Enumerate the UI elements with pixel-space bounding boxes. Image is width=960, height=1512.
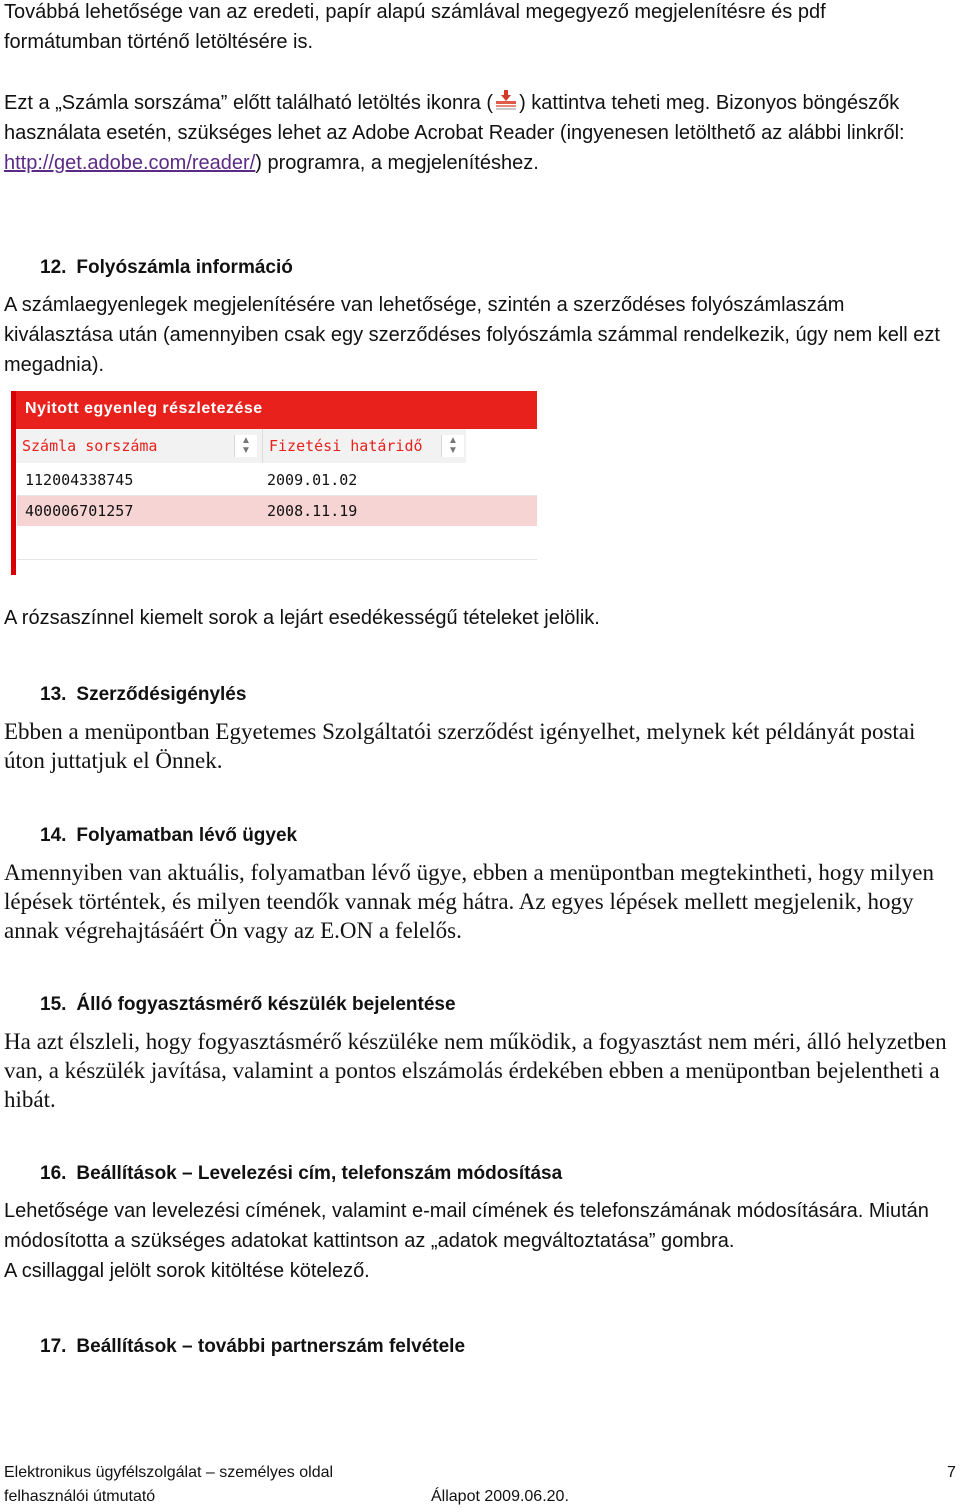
section-15-title: Álló fogyasztásmérő készülék bejelentése <box>76 994 456 1015</box>
table-cell-invoice-number: 112004338745 <box>25 471 134 489</box>
section-16-title: Beállítások – Levelezési cím, telefonszám módosítása <box>76 1163 563 1184</box>
section-14-title: Folyamatban lévő ügyek <box>76 825 298 846</box>
table-left-border <box>11 391 16 575</box>
page-number: 7 <box>947 1464 956 1481</box>
download-icon <box>493 90 519 112</box>
section-12-heading <box>40 257 293 279</box>
table-cell-invoice-number: 400006701257 <box>25 502 134 520</box>
section-13-number: 13. <box>40 684 67 705</box>
footer-subtitle: felhasználói útmutató <box>4 1488 156 1505</box>
download-text-end: ) programra, a megjelenítéshez. <box>255 152 539 174</box>
section-13-text: Ebben a menüpontban Egyetemes Szolgáltatói szerződést igényelhet, melynek két példányát postai úton juttatjuk el Önnek. <box>4 719 916 773</box>
section-14-text: Amennyiben van aktuális, folyamatban lévő ügye, ebben a menüpontban megtekintheti, hogy milyen lépések történtek, és milyen teendők vannak még hátra. Az egyes lépések mellett megjelenik, hogy annak végrehajtásáért Ön vagy az E.ON a felelős. <box>4 860 934 943</box>
section-12-caption: A rózsaszínnel kiemelt sorok a lejárt esedékességű tételeket jelölik. <box>4 607 600 629</box>
row-divider <box>17 559 537 560</box>
table-cell-due-date: 2008.11.19 <box>267 502 358 520</box>
table-row[interactable] <box>17 465 537 495</box>
footer-title: Elektronikus ügyfélszolgálat – személyes oldal <box>4 1464 334 1481</box>
footer-state-date: Állapot 2009.06.20. <box>431 1488 569 1505</box>
sort-arrows-icon[interactable]: ▲ ▼ <box>234 435 257 457</box>
section-16-text-main: Lehetősége van levelezési címének, valamint e-mail címének és telefonszámának módosítására. Miután módosította a szükséges adatokat kattintson az „adatok megváltoztatása” gombra. <box>4 1200 929 1252</box>
section-14-number: 14. <box>40 825 67 846</box>
download-text-b: ) kattintva teheti meg. Bizonyos böngészők <box>519 92 900 114</box>
download-text-line2: használata esetén, szükséges lehet az Adobe Acrobat Reader (ingyenesen letölthető az alábbi linkről: <box>4 122 905 144</box>
section-15-number: 15. <box>40 994 67 1015</box>
intro-line-1: Továbbá lehetősége van az eredeti, papír alapú számlával megegyező megjelenítésre és pdf <box>4 1 826 23</box>
section-12-number: 12. <box>40 257 67 278</box>
column-header-due-date-label: Fizetési határidő <box>269 437 423 455</box>
section-15-text: Ha azt élszleli, hogy fogyasztásmérő készüléke nem működik, a fogyasztást nem méri, álló helyzetben van, a készülék javítása, valamint a pontos elszámolás érdekében ebben a menüpontban bejelentheti a hibát. <box>4 1029 947 1112</box>
section-16-heading <box>40 1163 562 1185</box>
column-header-due-date[interactable] <box>262 429 466 463</box>
section-17-heading <box>40 1336 465 1358</box>
sort-arrows-icon[interactable]: ▲ ▼ <box>441 435 464 457</box>
column-header-invoice-label: Számla sorszáma <box>22 437 158 455</box>
section-13-title: Szerződésigénylés <box>76 684 247 705</box>
table-row-overdue[interactable] <box>17 496 537 526</box>
section-16-required-note: A csillaggal jelölt sorok kitöltése kötelező. <box>4 1260 370 1282</box>
balance-table-screenshot <box>11 391 537 575</box>
section-14-heading <box>40 825 297 847</box>
section-16-text <box>4 1196 956 1286</box>
table-title: Nyitott egyenleg részletezése <box>25 400 263 417</box>
section-16-number: 16. <box>40 1163 67 1184</box>
intro-line-2: formátumban történő letöltésére is. <box>4 31 314 53</box>
download-paragraph <box>4 88 956 178</box>
adobe-reader-link[interactable]: http://get.adobe.com/reader/ <box>4 152 256 174</box>
download-text-a: Ezt a „Számla sorszáma” előtt található letöltés ikonra ( <box>4 92 494 114</box>
section-13-heading <box>40 684 246 706</box>
column-header-invoice-number[interactable] <box>16 429 262 463</box>
section-17-number: 17. <box>40 1336 67 1357</box>
table-title-bar <box>11 391 537 429</box>
section-17-title: Beállítások – további partnerszám felvétele <box>76 1336 466 1357</box>
section-12-title: Folyószámla információ <box>76 257 293 278</box>
intro-paragraph <box>4 0 956 57</box>
table-cell-due-date: 2009.01.02 <box>267 471 358 489</box>
section-12-text: A számlaegyenlegek megjelenítésére van lehetősége, szintén a szerződéses folyószámlaszám kiválasztása után (amennyiben csak egy szerződéses folyószámla számmal rendelkezik, úgy nem kell ezt megadnia). <box>4 294 940 376</box>
section-15-heading <box>40 994 456 1016</box>
